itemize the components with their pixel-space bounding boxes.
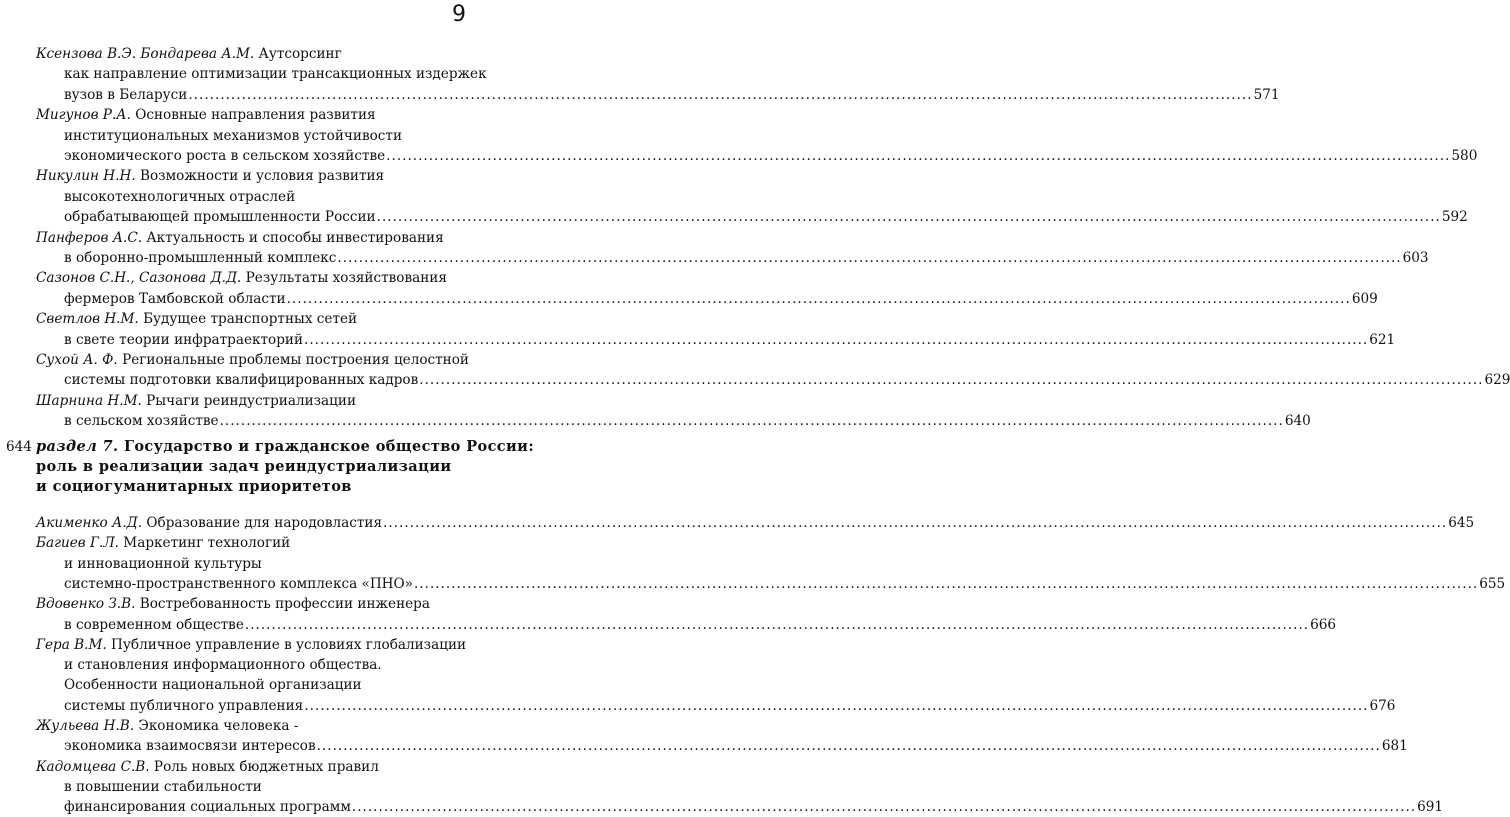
toc-entry-text: экономического роста в сельском хозяйстве bbox=[64, 148, 386, 164]
toc-entry-text: Акименко А.Д. Образование для народовластия bbox=[36, 515, 383, 531]
toc-entry-text: в оборонно-промышленный комплекс bbox=[64, 250, 337, 266]
toc-entry-text: в свете теории инфратраекторий bbox=[64, 331, 304, 348]
toc-entry-text: и становления информационного общества. bbox=[64, 657, 382, 674]
toc-entry-line bbox=[36, 228, 444, 248]
toc-entry-text: Багиев Г.Л. Маркетинг технологий bbox=[36, 535, 291, 552]
toc-entry-text: Мигунов Р.А. Основные направления развития bbox=[36, 107, 376, 124]
toc-entry-author: Вдовенко З.В. bbox=[36, 596, 136, 613]
toc-entry-page: 666 bbox=[1310, 616, 1337, 633]
toc-entry-line bbox=[64, 85, 1280, 105]
toc-entry-text: Гера В.М. Публичное управление в условиях глобализации bbox=[36, 636, 467, 653]
toc-entry-author: Никулин Н.Н. bbox=[36, 168, 136, 185]
toc-entry-line bbox=[36, 716, 298, 736]
dot-leader bbox=[304, 330, 1368, 350]
toc-entry-text: в повышении стабильности bbox=[64, 778, 262, 795]
toc-entry-author: Гера В.М. bbox=[36, 636, 107, 653]
toc-entry-text: Сазонов С.Н., Сазонова Д.Д. Результаты хозяйствования bbox=[36, 270, 447, 287]
toc-entry-text: в сельском хозяйстве bbox=[64, 413, 219, 430]
toc-entry-line bbox=[36, 391, 356, 411]
toc-entry-line bbox=[64, 615, 1337, 635]
toc-entry-text: в современном обществе bbox=[64, 616, 244, 633]
toc-entry-text: Особенности национальной организации bbox=[64, 677, 362, 694]
toc-entry-line bbox=[36, 166, 384, 186]
toc-entry-text: Никулин Н.Н. Возможности и условия развития bbox=[36, 168, 385, 185]
toc-entry-line bbox=[36, 268, 447, 288]
dot-leader bbox=[317, 736, 1381, 756]
toc-entry-line bbox=[64, 554, 262, 574]
dot-leader bbox=[383, 513, 1447, 533]
dot-leader bbox=[352, 797, 1416, 817]
section-label: раздел 7. bbox=[36, 438, 119, 455]
dot-leader bbox=[386, 146, 1450, 166]
toc-entry-line bbox=[36, 594, 430, 614]
toc-entry-page: 655 bbox=[1479, 575, 1506, 592]
toc-entry-text: и инновационной культуры bbox=[64, 555, 262, 572]
toc-entry-text: Жульева Н.В. Экономика человека - bbox=[36, 718, 299, 734]
toc-entry-line bbox=[36, 44, 342, 64]
toc-entry-text: системы подготовки квалифицированных кадров bbox=[64, 372, 419, 389]
toc-entry-line bbox=[64, 777, 262, 797]
toc-entry-text: Панферов А.С. Актуальность и способы инвестирования bbox=[36, 229, 444, 246]
dot-leader bbox=[414, 574, 1478, 594]
dot-leader bbox=[337, 248, 1401, 268]
toc-entry-line bbox=[64, 655, 382, 675]
dot-leader bbox=[245, 615, 1309, 635]
toc-entry-text: системы публичного управления bbox=[64, 697, 304, 714]
toc-entry-line bbox=[64, 696, 1396, 716]
toc-entry-page: 571 bbox=[1253, 86, 1280, 103]
toc-entry-page: 645 bbox=[1448, 515, 1475, 531]
toc-entry-text: обрабатывающей промышленности России bbox=[64, 209, 376, 226]
toc-entry-text: Ксензова В.Э. Бондарева А.М. Аутсорсинг bbox=[36, 46, 342, 62]
toc-entry-text: институциональных механизмов устойчивости bbox=[64, 127, 402, 144]
toc-entry-line bbox=[36, 513, 1475, 533]
dot-leader bbox=[377, 207, 1441, 227]
section-title-line-2: роль в реализации задач реиндустриализации bbox=[36, 458, 452, 475]
toc-entry-line bbox=[36, 350, 469, 370]
toc-entry-line bbox=[64, 736, 1408, 756]
toc-entry-text: Сухой А. Ф. Региональные проблемы построения целостной bbox=[36, 352, 469, 368]
toc-entry-author: Сухой А. Ф. bbox=[36, 352, 118, 368]
toc-entry-page: 676 bbox=[1369, 697, 1396, 714]
toc-entry-author: Кадомцева С.В. bbox=[36, 758, 150, 775]
toc-entry-author: Светлов Н.М. bbox=[36, 311, 139, 328]
toc-entry-line bbox=[36, 757, 379, 777]
toc-entry-text: высокотехнологичных отраслей bbox=[64, 188, 296, 205]
toc-entry-author: Багиев Г.Л. bbox=[36, 535, 119, 552]
toc-entry-page: 621 bbox=[1369, 331, 1396, 348]
dot-leader bbox=[419, 370, 1483, 390]
toc-entry-line bbox=[64, 574, 1506, 594]
toc-entry-line bbox=[64, 187, 295, 207]
toc-entry-author: Панферов А.С. bbox=[36, 229, 143, 246]
toc-entry-author: Мигунов Р.А. bbox=[36, 107, 131, 124]
toc-entry-text: финансирования социальных программ bbox=[64, 799, 351, 816]
toc-entry-page: 603 bbox=[1402, 250, 1429, 266]
toc-entry-line bbox=[64, 411, 1311, 431]
toc-entry-author: Жульева Н.В. bbox=[36, 718, 135, 734]
toc-entry-author: Сазонов С.Н., Сазонова Д.Д. bbox=[36, 270, 242, 287]
toc-entry-author: Ксензова В.Э. Бондарева А.М. bbox=[36, 46, 255, 62]
dot-leader bbox=[188, 85, 1252, 105]
dot-leader bbox=[220, 411, 1284, 431]
toc-entry-line bbox=[64, 675, 362, 695]
toc-entry-line bbox=[64, 330, 1396, 350]
toc-entry-line bbox=[64, 64, 487, 84]
toc-entry-line bbox=[64, 248, 1429, 268]
toc-entry-line bbox=[64, 146, 1478, 166]
toc-entry-text: системно-пространственного комплекса «ПНО» bbox=[64, 575, 413, 592]
toc-entry-page: 580 bbox=[1451, 148, 1478, 164]
toc-entry-text: фермеров Тамбовской области bbox=[64, 290, 286, 307]
toc-entry-line bbox=[64, 207, 1468, 227]
toc-entry-line bbox=[36, 533, 290, 553]
page-number: 9 bbox=[452, 2, 466, 27]
toc-entry-line bbox=[64, 126, 402, 146]
toc-entry-text: как направление оптимизации трансакционных издержек bbox=[64, 66, 487, 83]
toc-entry-text: экономика взаимосвязи интересов bbox=[64, 738, 316, 755]
toc-entry-line bbox=[64, 289, 1378, 309]
toc-entry-text: вузов в Беларуси bbox=[64, 86, 188, 103]
toc-entry-page: 681 bbox=[1381, 738, 1408, 755]
toc-entry-text: Шарнина Н.М. Рычаги реиндустриализации bbox=[36, 392, 357, 409]
toc-entry-text: Кадомцева С.В. Роль новых бюджетных правил bbox=[36, 758, 379, 775]
toc-entry-author: Акименко А.Д. bbox=[36, 515, 143, 531]
toc-entry-author: Шарнина Н.М. bbox=[36, 392, 142, 409]
section-page-number: 644 bbox=[6, 439, 32, 455]
section-title-line-1 bbox=[36, 437, 534, 457]
toc-entry-line bbox=[36, 635, 466, 655]
toc-entry-line bbox=[36, 105, 376, 125]
toc-entry-text: Вдовенко З.В. Востребованность профессии инженера bbox=[36, 596, 430, 613]
toc-entry-page: 592 bbox=[1441, 209, 1468, 226]
toc-entry-line bbox=[64, 370, 1510, 390]
dot-leader bbox=[287, 289, 1351, 309]
toc-entry-line bbox=[36, 309, 357, 329]
toc-entry-page: 609 bbox=[1351, 290, 1378, 307]
toc-entry-line bbox=[64, 797, 1444, 817]
section-title-line-3: и социогуманитарных приоритетов bbox=[36, 478, 352, 495]
toc-entry-page: 640 bbox=[1284, 413, 1311, 430]
toc-entry-text: Светлов Н.М. Будущее транспортных сетей bbox=[36, 311, 358, 328]
toc-entry-page: 691 bbox=[1417, 799, 1444, 816]
toc-entry-page: 629 bbox=[1484, 372, 1510, 389]
dot-leader bbox=[304, 696, 1368, 716]
section-title-text-1: Государство и гражданское общество России: bbox=[123, 438, 535, 455]
